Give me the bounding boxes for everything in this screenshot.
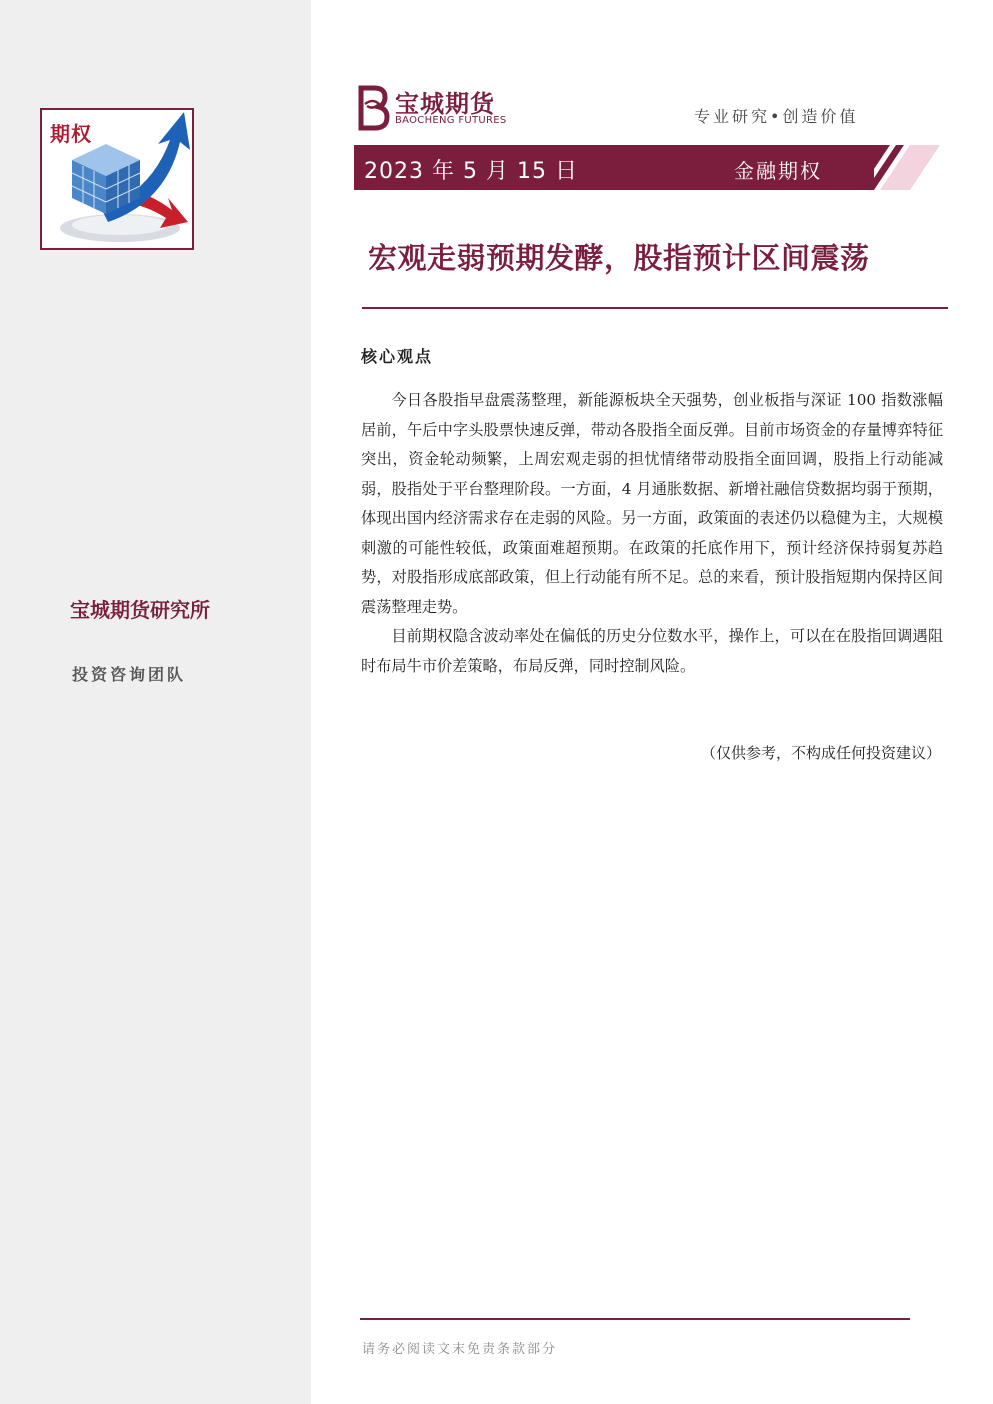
institute-name: 宝城期货研究所	[70, 598, 210, 622]
report-body	[361, 386, 943, 681]
footer-disclaimer: 请务必阅读文末免责条款部分	[362, 1342, 558, 1357]
cover-image	[40, 108, 194, 250]
advice-note: （仅供参考，不构成任何投资建议）	[700, 744, 941, 762]
baocheng-logo-icon	[355, 84, 391, 132]
paragraph: 今日各股指早盘震荡整理，新能源板块全天强势，创业板指与深证 100 指数涨幅居前，午后中字头股票快速反弹，带动各股指全面反弹。目前市场资金的存量博弈特征突出，资金轮动频繁，上周宏观走弱的担忧情绪带动股指全面回调，股指上行动能减弱，股指处于平台整理阶段。一方面，4 月通胀数据、新增社融信贷数据均弱于预期，体现出国内经济需求存在走弱的风险。另一方面，政策面的表述仍以稳健为主，大规模刺激的可能性较低，政策面难超预期。在政策的托底作用下，预计经济保持弱复苏趋势，对股指形成底部政策，但上行动能有所不足。总的来看，预计股指短期内保持区间震荡整理走势。	[361, 391, 943, 616]
slogan: 专业研究•创造价值	[694, 107, 859, 126]
team-name: 投资咨询团队	[72, 665, 187, 684]
report-date: 2023 年 5 月 15 日	[364, 159, 578, 184]
report-category: 金融期权	[734, 159, 822, 183]
paragraph: 目前期权隐含波动率处在偏低的历史分位数水平，操作上，可以在在股指回调遇阻时布局牛市价差策略，布局反弹，同时控制风险。	[361, 627, 943, 675]
logo-english: BAOCHENG FUTURES	[395, 115, 507, 126]
logo-chinese: 宝城期货	[395, 90, 495, 118]
section-heading: 核心观点	[361, 347, 434, 366]
date-banner	[354, 145, 944, 190]
title-divider	[362, 307, 948, 309]
brand-logo	[355, 84, 535, 134]
report-title: 宏观走弱预期发酵，股指预计区间震荡	[368, 241, 870, 275]
footer-divider	[360, 1318, 910, 1320]
banner-stripes-icon	[854, 145, 944, 190]
cover-tag: 期权	[50, 122, 92, 146]
sidebar	[0, 0, 311, 1404]
